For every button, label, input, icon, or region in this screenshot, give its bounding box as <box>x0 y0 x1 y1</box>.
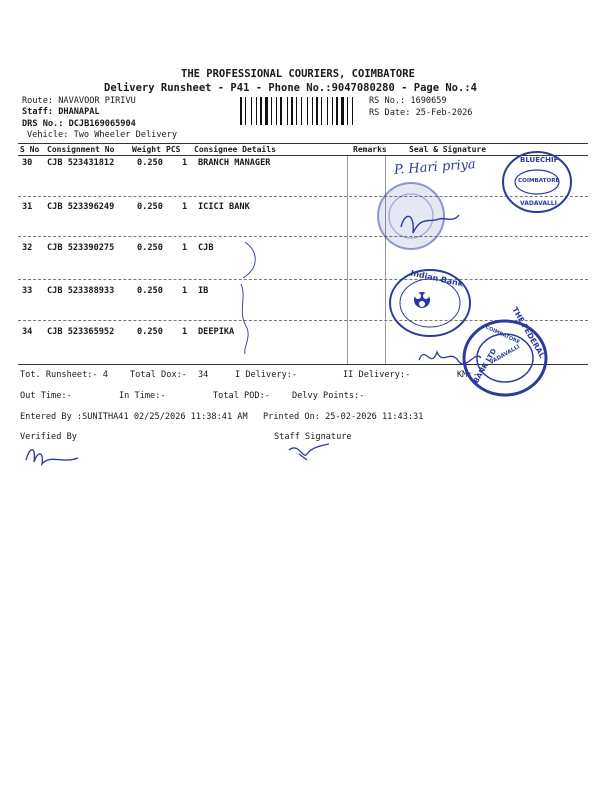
barcode-bar <box>321 97 322 125</box>
barcode-bar <box>294 97 295 125</box>
barcode-bar <box>307 97 308 125</box>
barcode-bar <box>347 97 348 125</box>
barcode-bar <box>345 97 346 125</box>
barcode-bar <box>247 97 250 125</box>
row-sno: 32 <box>22 243 33 253</box>
barcode-bar <box>309 97 311 125</box>
barcode-bar <box>243 97 244 125</box>
total-dox-value: 34 <box>198 370 209 380</box>
route-label: Route: NAVAVOOR PIRIVU <box>22 96 136 106</box>
table-top-rule <box>18 143 588 144</box>
barcode-bar <box>341 97 344 125</box>
company-title: THE PROFESSIONAL COURIERS, COIMBATORE <box>181 68 415 80</box>
verified-by: Verified By <box>20 432 77 442</box>
barcode-bar <box>273 97 275 125</box>
col-seal: Seal & Signature <box>409 145 487 154</box>
col-consignee: Consignee Details <box>194 145 276 154</box>
bluechip-bottom-text: VADAVALLI <box>520 200 557 207</box>
barcode-bar <box>289 97 290 125</box>
total-pod: Total POD:- <box>213 391 270 401</box>
row-divider <box>18 279 588 280</box>
row-pcs: 1 <box>182 327 188 337</box>
remarks-divider <box>347 156 348 364</box>
staff-label: Staff: DHANAPAL <box>22 107 100 117</box>
row-consignment: CJB 523390275 <box>47 243 115 253</box>
barcode-bar <box>296 97 297 125</box>
barcode-bar <box>352 97 353 125</box>
barcode-bar <box>327 97 328 125</box>
barcode-bar <box>316 97 318 125</box>
row-pcs: 1 <box>182 158 188 168</box>
total-dox-label: Total Dox:- <box>130 370 187 380</box>
row-consignee: IB <box>198 286 209 296</box>
col-remarks: Remarks <box>353 145 387 154</box>
barcode-bar <box>339 97 340 125</box>
icici-round-stamp <box>375 180 447 252</box>
row-consignment: CJB 523396249 <box>47 202 115 212</box>
row-consignment: CJB 523431812 <box>47 158 115 168</box>
barcode-bar <box>276 97 277 125</box>
row-consignee: BRANCH MANAGER <box>198 158 271 168</box>
barcode-bar <box>354 97 356 125</box>
staff-signature-scribble <box>285 440 335 466</box>
row-weight: 0.250 <box>137 243 163 253</box>
barcode-bar <box>240 97 242 125</box>
row-sno: 34 <box>22 327 33 337</box>
barcode-bar <box>298 97 300 125</box>
barcode-bar <box>336 97 338 125</box>
consignee-scribble <box>225 238 265 358</box>
barcode-bar <box>303 97 306 125</box>
i-delivery: I Delivery:- <box>235 370 298 380</box>
entered-by: Entered By :SUNITHA41 02/25/2026 11:38:41 AM <box>20 412 248 422</box>
staff-signature-label: Staff Signature <box>274 432 352 442</box>
signature-row30: P. Hari priya <box>393 157 477 178</box>
col-consignment: Consignment No <box>47 145 115 154</box>
col-sno: S No <box>20 145 40 154</box>
barcode-bar <box>253 97 255 125</box>
row-sno: 30 <box>22 158 33 168</box>
barcode-bar <box>287 97 288 125</box>
row-consignment: CJB 523365952 <box>47 327 115 337</box>
barcode-bar <box>334 97 335 125</box>
col-pcs: PCS <box>166 145 181 154</box>
barcode <box>240 97 366 125</box>
barcode-bar <box>263 97 264 125</box>
barcode-bar <box>283 97 286 125</box>
col-weight: Weight <box>132 145 161 154</box>
bluechip-mid-text: COIMBATORE <box>518 178 560 184</box>
federal-text-4: VADAVALLI <box>488 343 522 367</box>
barcode-bar <box>251 97 252 125</box>
barcode-bar <box>245 97 246 125</box>
row-pcs: 1 <box>182 202 188 212</box>
barcode-bar <box>256 97 257 125</box>
row-consignment: CJB 523388933 <box>47 286 115 296</box>
barcode-bar <box>312 97 313 125</box>
rs-number: RS No.: 1690659 <box>369 96 447 106</box>
federal-text-2: BANK LTD <box>472 347 499 385</box>
row-weight: 0.250 <box>137 158 163 168</box>
federal-text-1: THE FEDERAL <box>510 305 547 360</box>
barcode-bar <box>319 97 320 125</box>
km-label: KM:- <box>457 370 478 380</box>
barcode-bar <box>323 97 326 125</box>
barcode-bar <box>314 97 315 125</box>
barcode-bar <box>280 97 282 125</box>
row-weight: 0.250 <box>137 286 163 296</box>
row-sno: 31 <box>22 202 33 212</box>
row-consignee: CJB <box>198 243 214 253</box>
barcode-bar <box>269 97 270 125</box>
row-consignee: ICICI BANK <box>198 202 250 212</box>
barcode-bar <box>349 97 351 125</box>
tot-runsheet: Tot. Runsheet:- 4 <box>20 370 108 380</box>
row-pcs: 1 <box>182 243 188 253</box>
barcode-bar <box>271 97 272 125</box>
barcode-bar <box>301 97 302 125</box>
row-pcs: 1 <box>182 286 188 296</box>
barcode-bar <box>278 97 279 125</box>
barcode-bar <box>329 97 331 125</box>
runsheet-subtitle: Delivery Runsheet - P41 - Phone No.:9047080280 - Page No.:4 <box>104 82 477 94</box>
vehicle-label: Vehicle: Two Wheeler Delivery <box>27 130 178 140</box>
federal-text-3: COIMBATORE <box>484 324 521 346</box>
barcode-bar <box>260 97 262 125</box>
row-weight: 0.250 <box>137 202 163 212</box>
row-divider <box>18 236 588 237</box>
row-weight: 0.250 <box>137 327 163 337</box>
row-consignee: DEEPIKA <box>198 327 235 337</box>
barcode-bar <box>291 97 293 125</box>
printed-on: Printed On: 25-02-2026 11:43:31 <box>263 412 424 422</box>
bluechip-top-text: BLUECHIP <box>520 156 559 164</box>
barcode-bar <box>258 97 259 125</box>
row-sno: 33 <box>22 286 33 296</box>
out-time: Out Time:- <box>20 391 72 401</box>
barcode-bar <box>332 97 333 125</box>
delvy-points: Delvy Points:- <box>292 391 365 401</box>
drs-label: DRS No.: DCJB169065904 <box>22 119 136 129</box>
verified-signature-scribble <box>18 440 88 470</box>
barcode-bar <box>265 97 268 125</box>
in-time: In Time:- <box>119 391 166 401</box>
indian-bank-text: Indian Bank <box>409 268 464 289</box>
rs-date: RS Date: 25-Feb-2026 <box>369 108 473 118</box>
ii-delivery: II Delivery:- <box>343 370 411 380</box>
